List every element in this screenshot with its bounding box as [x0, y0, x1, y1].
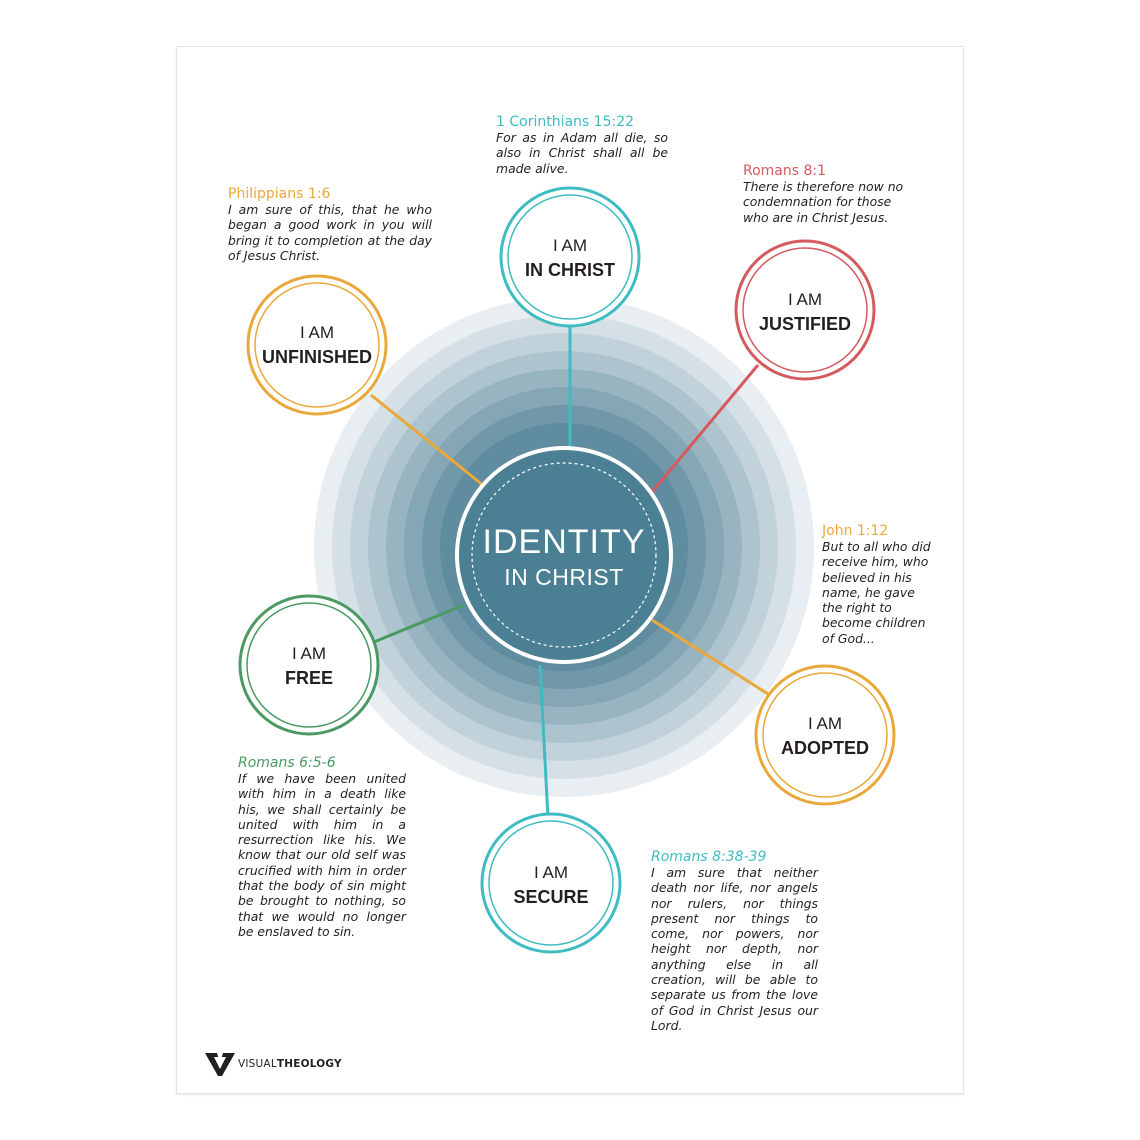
verse-reference: Romans 6:5-6	[238, 755, 336, 771]
node-line1: I AM	[291, 644, 327, 663]
logo-wordmark	[238, 1058, 342, 1070]
verse-reference: 1 Corinthians 15:22	[496, 114, 635, 130]
verse-reference: Romans 8:38-39	[651, 849, 767, 865]
node-in-christ	[501, 188, 639, 326]
center-circle	[457, 448, 671, 662]
verse-text: There is therefore now no condemnation for those who are in Christ Jesus.	[743, 179, 904, 225]
node-line1: I AM	[533, 863, 569, 882]
node-inner-ring	[247, 603, 371, 727]
node-inner-ring	[508, 195, 632, 319]
verse-romans-6	[238, 755, 406, 939]
node-inner-ring	[763, 673, 887, 797]
node-line2: UNFINISHED	[261, 347, 373, 367]
visual-theology-logo	[205, 1050, 342, 1078]
verse-reference: Philippians 1:6	[228, 186, 331, 202]
verse-text: But to all who did receive him, who believed in his name, he gave the right to become children of God...	[822, 539, 931, 646]
verse-romans-8-38	[651, 849, 818, 1033]
verse-text: I am sure of this, that he who began a good work in you will bring it to completion at the day of Jesus Christ.	[228, 202, 432, 263]
node-inner-ring	[489, 821, 613, 945]
node-line2: SECURE	[513, 887, 589, 907]
logo-word-visual: VISUAL	[238, 1058, 277, 1070]
node-line2: ADOPTED	[780, 738, 870, 758]
node-line2: FREE	[284, 668, 334, 688]
verse-john	[822, 523, 934, 646]
verse-text: For as in Adam all die, so also in Christ shall all be made alive.	[496, 130, 668, 176]
verse-romans-8-1	[743, 163, 915, 225]
verse-corinthians	[496, 114, 668, 176]
node-line1: I AM	[807, 714, 843, 733]
node-secure	[482, 814, 620, 952]
verse-philippians	[228, 186, 432, 263]
verse-reference: John 1:12	[822, 523, 889, 539]
verse-reference: Romans 8:1	[743, 163, 827, 179]
logo-mark-icon	[205, 1051, 235, 1077]
logo-word-theology: THEOLOGY	[276, 1058, 342, 1070]
node-line2: JUSTIFIED	[758, 314, 852, 334]
node-justified	[736, 241, 874, 379]
node-line1: I AM	[787, 290, 823, 309]
node-free	[240, 596, 378, 734]
node-inner-ring	[255, 283, 379, 407]
verse-text: I am sure that neither death nor life, nor angels nor rulers, nor things present nor things to come, nor powers, nor height nor depth, nor anything else in all creation, will be able to separate us from the love of God in Christ Jesus our Lord.	[651, 865, 818, 1033]
node-unfinished	[248, 276, 386, 414]
node-line1: I AM	[299, 323, 335, 342]
node-inner-ring	[743, 248, 867, 372]
node-adopted	[756, 666, 894, 804]
verse-text: If we have been united with him in a death like his, we shall certainly be united with him in a resurrection like his. We know that our old self was crucified with him in order that the body of sin might be brought to nothing, so that we would no longer be enslaved to sin.	[238, 771, 406, 939]
center-subtitle: IN CHRIST	[504, 564, 624, 590]
node-line2: IN CHRIST	[525, 260, 615, 280]
node-line1: I AM	[552, 236, 588, 255]
center-title: IDENTITY	[482, 523, 646, 561]
